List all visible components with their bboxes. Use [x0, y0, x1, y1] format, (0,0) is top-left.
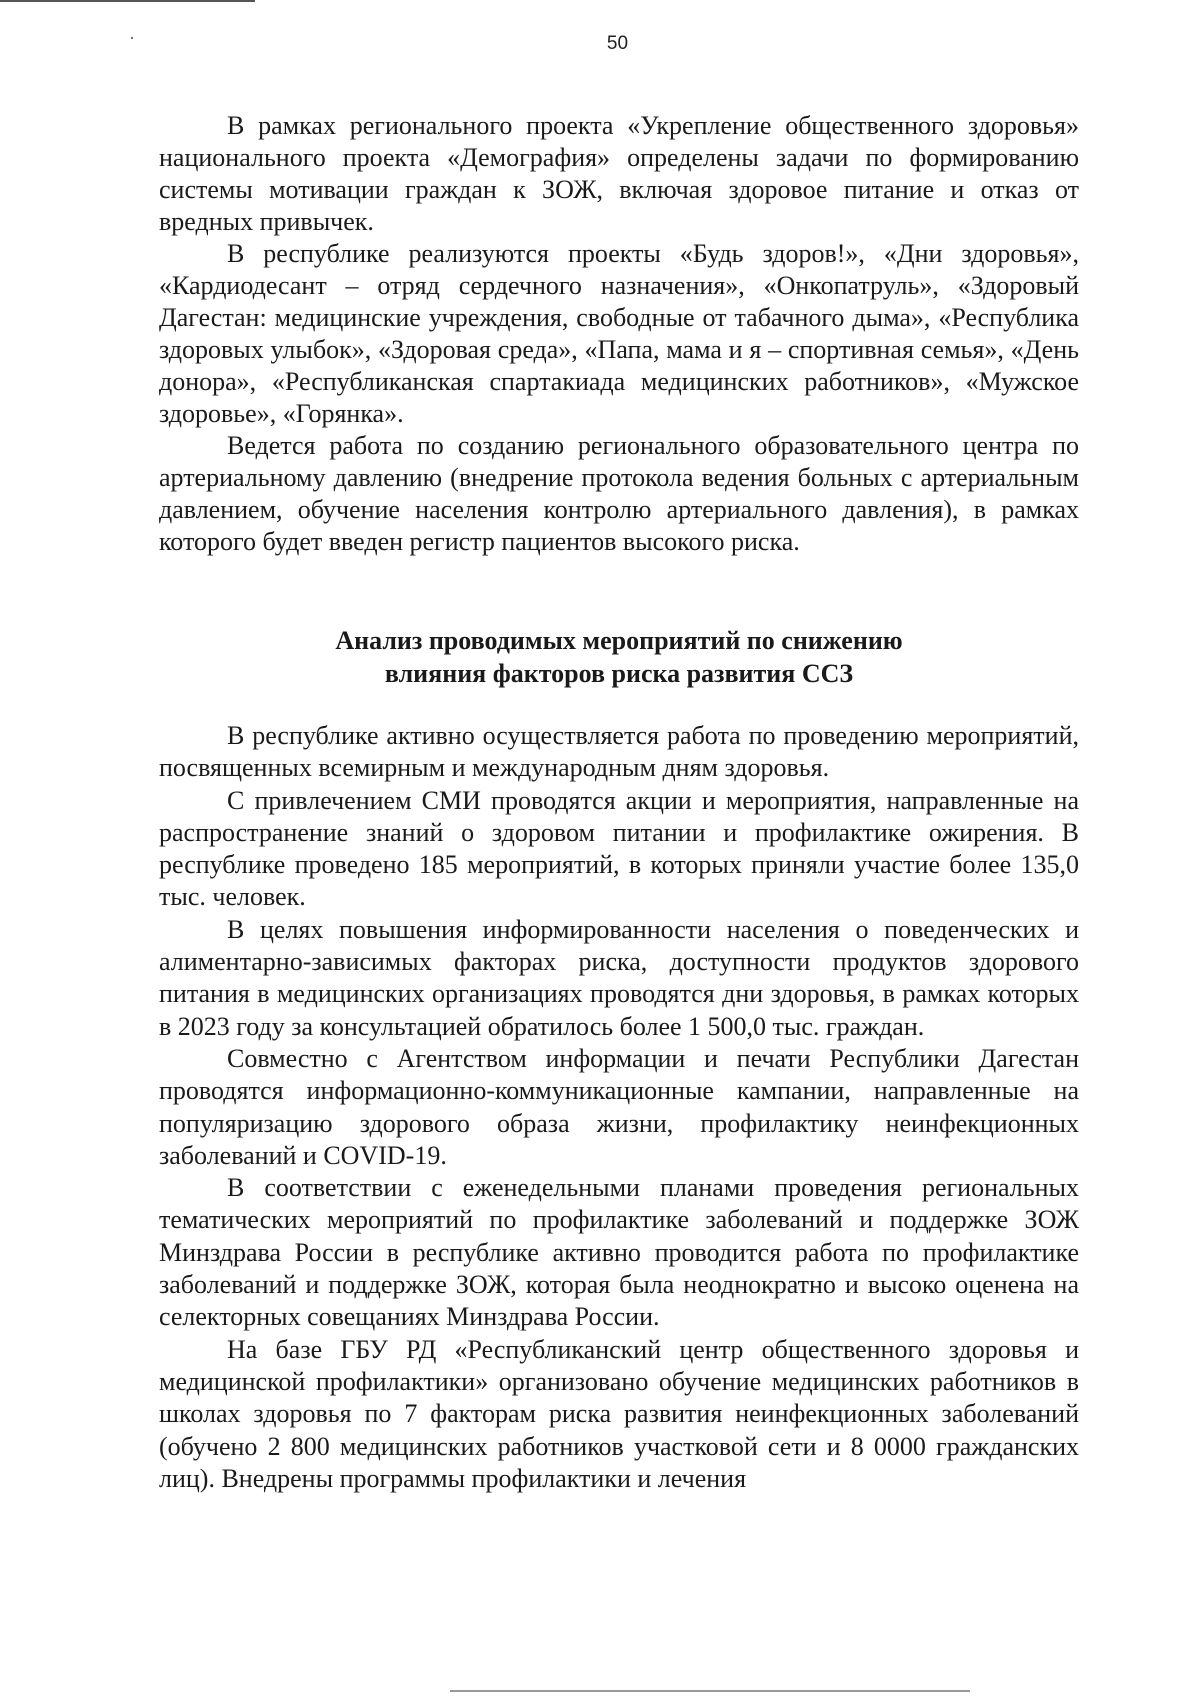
paragraph: На базе ГБУ РД «Республиканский центр общественного здоровья и медицинской профилактики» организовано обучение медицинских работников в школах здоровья по 7 факторам риска развития неинфекционных заболеваний (обучено 2 800 медицинских работников участковой сети и 8 0000 гражданских лиц). Внедрены программы профилактики и лечения	[159, 1334, 1079, 1493]
section-heading-line: Анализ проводимых мероприятий по снижению	[335, 626, 903, 655]
scan-edge-top	[0, 0, 255, 2]
page-number: 50	[606, 33, 629, 54]
paragraph: В целях повышения информированности населения о поведенческих и алиментарно-зависимых факторах риска, доступности продуктов здорового питания в медицинских организациях проводятся дни здоровья, в рамках которых в 2023 году за консультацией обратилось более 1 500,0 тыс. граждан.	[159, 914, 1079, 1041]
paragraph: Ведется работа по созданию регионального образовательного центра по артериальному давлению (внедрение протокола ведения больных с артериальным давлением, обучение населения контролю артериального давления), в рамках которого будет введен регистр пациентов высокого риска.	[159, 431, 1079, 556]
paragraph: С привлечением СМИ проводятся акции и мероприятия, направленные на распространение знаний о здоровом питании и профилактике ожирения. В республике проведено 185 мероприятий, в которых приняли участие более 135,0 тыс. человек.	[159, 785, 1079, 912]
paragraph: В рамках регионального проекта «Укрепление общественного здоровья» национального проекта «Демография» определены задачи по формированию системы мотивации граждан к ЗОЖ, включая здоровое питание и отказ от вредных привычек.	[159, 111, 1079, 236]
scan-edge-bottom	[450, 1690, 970, 1692]
section-heading-line: влияния факторов риска развития ССЗ	[384, 659, 854, 688]
paragraph: В соответствии с еженедельными планами проведения региональных тематических мероприятий по профилактике заболеваний и поддержке ЗОЖ Минздрава России в республике активно проводится работа по профилактике заболеваний и поддержке ЗОЖ, которая была неоднократно и высоко оценена на селекторных совещаниях Минздрава России.	[159, 1173, 1079, 1332]
section-body	[159, 720, 1079, 1495]
paragraph: В республике реализуются проекты «Будь здоров!», «Дни здоровья», «Кардиодесант – отряд сердечного назначения», «Онкопатруль», «Здоровый Дагестан: медицинские учреждения, свободные от табачного дыма», «Республика здоровых улыбок», «Здоровая среда», «Папа, мама и я – спортивная семья», «День донора», «Республиканская спартакиада медицинских работников», «Мужское здоровье», «Горянка».	[159, 239, 1079, 428]
section-heading	[159, 624, 1079, 690]
document-body	[159, 110, 1079, 1495]
paragraph: В республике активно осуществляется работа по проведению мероприятий, посвященных всемирным и международным дням здоровья.	[159, 721, 1079, 783]
intro-block	[159, 110, 1079, 558]
paragraph: Совместно с Агентством информации и печати Республики Дагестан проводятся информационно-коммуникационные кампании, направленные на популяризацию здорового образа жизни, профилактику неинфекционных заболеваний и COVID-19.	[159, 1043, 1079, 1170]
